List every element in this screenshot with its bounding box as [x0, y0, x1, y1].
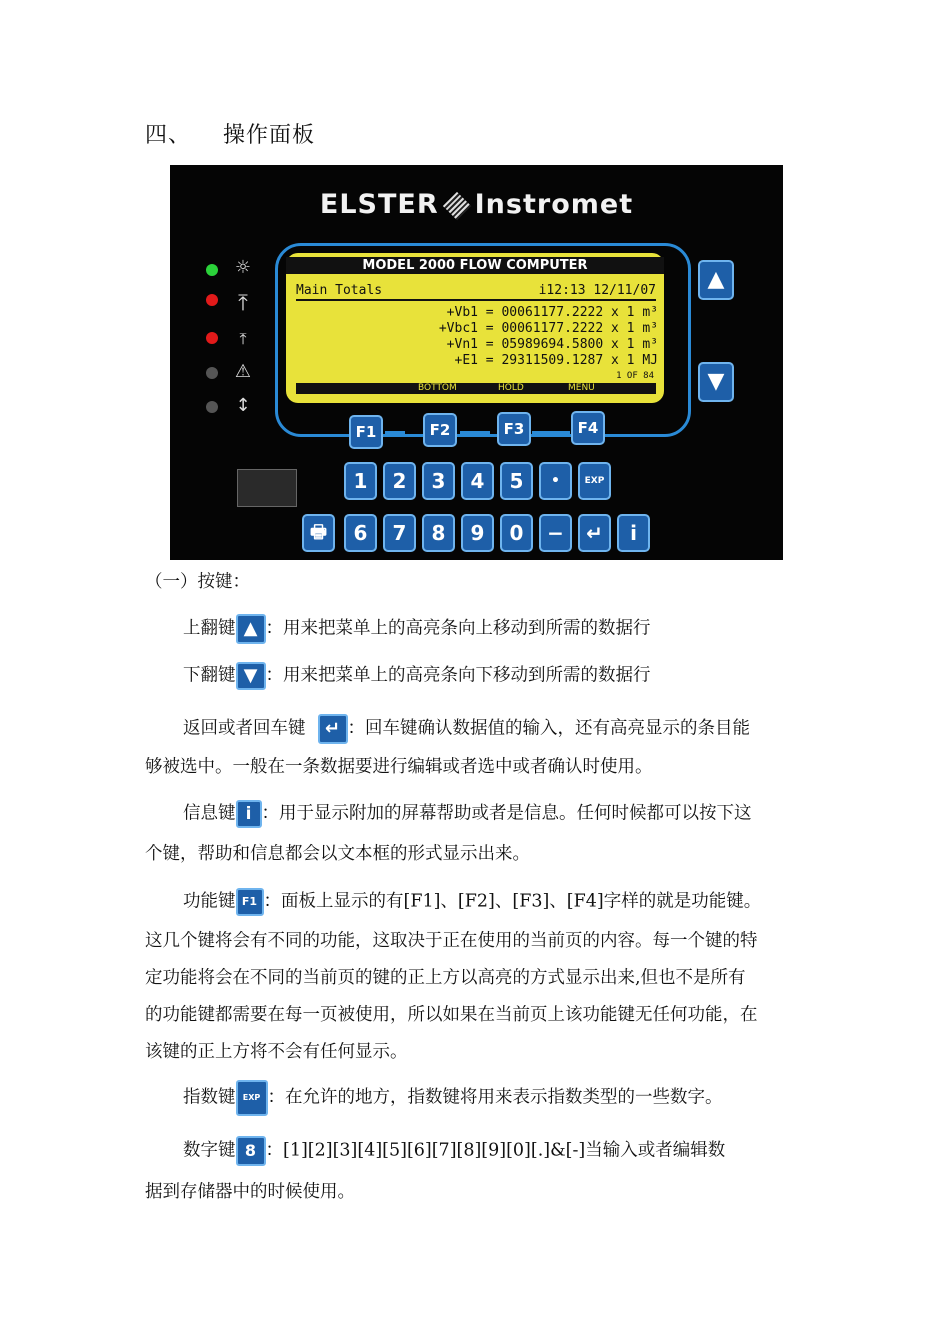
info-icon: i: [236, 800, 262, 828]
device-panel-image: [170, 165, 783, 560]
f2-key[interactable]: F2: [423, 413, 457, 447]
f4-key[interactable]: F4: [571, 411, 605, 445]
key-0[interactable]: 0: [500, 514, 533, 552]
item-text: ：面板上显示的有[F1]、[F2]、[F3]、[F4]字样的就是功能键。: [263, 891, 762, 912]
exp-key[interactable]: EXP: [578, 462, 611, 500]
enter-key[interactable]: ↵: [578, 514, 611, 552]
key-4[interactable]: 4: [461, 462, 494, 500]
down-arrow-icon: ▼: [236, 662, 266, 690]
item-label: 上翻键: [183, 618, 236, 639]
item-label: 指数键: [183, 1087, 236, 1108]
enter-key-description: [183, 714, 750, 744]
section-title: （一）按键：: [145, 572, 250, 592]
key-6[interactable]: 6: [344, 514, 377, 552]
softkey-label: BOTTOM: [418, 383, 457, 393]
enter-icon: ↵: [318, 714, 348, 744]
function-key-line: 定功能将会在不同的当前页的键的正上方以高亮的方式显示出来,但也不是所有: [145, 968, 746, 988]
up-arrow-key[interactable]: ▲: [698, 260, 734, 300]
function-key-line: 该键的正上方将不会有任何显示。: [145, 1042, 408, 1062]
green-led: [206, 264, 218, 276]
section-heading: [145, 118, 315, 149]
lcd-row: +Vbc1 = 00061177.2222 x 1 m³: [438, 321, 658, 336]
brand-logo: [170, 189, 783, 220]
function-key-line: 这几个键将会有不同的功能，这取决于正在使用的当前页的内容。每一个键的特: [145, 931, 758, 951]
key-7[interactable]: 7: [383, 514, 416, 552]
digit-8-icon: 8: [236, 1136, 266, 1166]
lamp-icon: ☼: [234, 257, 252, 278]
lcd-title: MODEL 2000 FLOW COMPUTER: [286, 257, 664, 274]
item-label: 信息键: [183, 803, 236, 824]
gray-led: [206, 367, 218, 379]
down-arrow-key[interactable]: ▼: [698, 362, 734, 402]
up-key-description: [183, 614, 651, 644]
key-8[interactable]: 8: [422, 514, 455, 552]
red-led: [206, 294, 218, 306]
exp-key-description: [183, 1080, 723, 1116]
printer-icon: 🖶: [310, 522, 327, 543]
fkey-connector: [532, 431, 570, 434]
small-display-window: [237, 469, 297, 507]
key-1[interactable]: 1: [344, 462, 377, 500]
lcd-screen: [286, 253, 664, 403]
key-minus[interactable]: −: [539, 514, 572, 552]
softkey-label: HOLD: [498, 383, 524, 393]
brand-left: ELSTER: [319, 189, 439, 220]
lcd-softkey-bar: [296, 383, 656, 394]
item-text: ：用于显示附加的屏幕帮助或者是信息。任何时候都可以按下这: [261, 803, 752, 824]
number-key-description-cont: 据到存储器中的时候使用。: [145, 1182, 355, 1202]
lcd-header-title: Main Totals: [296, 283, 383, 298]
heading-title: 操作面板: [223, 123, 316, 148]
red-led: [206, 332, 218, 344]
info-key-description: [183, 800, 752, 828]
lcd-page-indicator: 1 OF 84: [616, 371, 654, 381]
f1-icon: F1: [236, 888, 264, 916]
item-label: 功能键: [183, 891, 236, 912]
key-3[interactable]: 3: [422, 462, 455, 500]
gray-led: [206, 401, 218, 413]
softkey-label: MENU: [568, 383, 595, 393]
item-text: ：在允许的地方，指数键将用来表示指数类型的一些数字。: [267, 1087, 723, 1108]
lcd-row: +Vn1 = 05989694.5800 x 1 m³: [446, 337, 658, 352]
key-2[interactable]: 2: [383, 462, 416, 500]
item-text: ：用来把菜单上的高亮条向上移动到所需的数据行: [265, 618, 651, 639]
f1-key[interactable]: F1: [349, 415, 383, 449]
key-9[interactable]: 9: [461, 514, 494, 552]
brand-right: Instromet: [474, 189, 634, 220]
up-arrow-icon: ▲: [236, 614, 266, 644]
function-key-line: 的功能键都需要在每一页被使用，所以如果在当前页上该功能键无任何功能，在: [145, 1005, 758, 1025]
info-key-description-cont: 个键，帮助和信息都会以文本框的形式显示出来。: [145, 844, 530, 864]
item-label: 返回或者回车键: [183, 718, 306, 739]
key-dot[interactable]: •: [539, 462, 572, 500]
number-key-description: [183, 1136, 725, 1166]
info-key[interactable]: i: [617, 514, 650, 552]
diamond-icon: [442, 191, 470, 219]
key-5[interactable]: 5: [500, 462, 533, 500]
range-icon: ↕: [235, 395, 251, 416]
lcd-row: +Vb1 = 00061177.2222 x 1 m³: [446, 305, 658, 320]
upper-limit-icon: ⤒: [238, 291, 248, 316]
fkey-connector: [385, 431, 405, 434]
item-label: 数字键: [183, 1140, 236, 1161]
item-text: ：[1][2][3][4][5][6][7][8][9][0][.]&[-]当输入或者编辑数: [265, 1140, 726, 1161]
item-text: ：用来把菜单上的高亮条向下移动到所需的数据行: [265, 665, 651, 686]
printer-key[interactable]: [302, 514, 335, 552]
enter-key-description-cont: 够被选中。一般在一条数据要进行编辑或者选中或者确认时使用。: [145, 757, 653, 777]
warning-icon: ⚠: [234, 361, 252, 382]
function-key-description: [183, 888, 761, 916]
lcd-datetime: i12:13 12/11/07: [538, 283, 656, 298]
down-key-description: [183, 662, 651, 690]
f3-key[interactable]: F3: [497, 412, 531, 446]
item-label: 下翻键: [183, 665, 236, 686]
lcd-header: [296, 283, 656, 301]
lcd-row: +E1 = 29311509.1287 x 1 MJ: [454, 353, 658, 368]
exp-icon: EXP: [236, 1080, 268, 1116]
fkey-connector: [460, 431, 490, 434]
heading-number: 四、: [145, 123, 192, 148]
item-text: ：回车键确认数据值的输入，还有高亮显示的条目能: [347, 718, 750, 739]
high-alarm-icon: ⤒: [239, 329, 247, 348]
